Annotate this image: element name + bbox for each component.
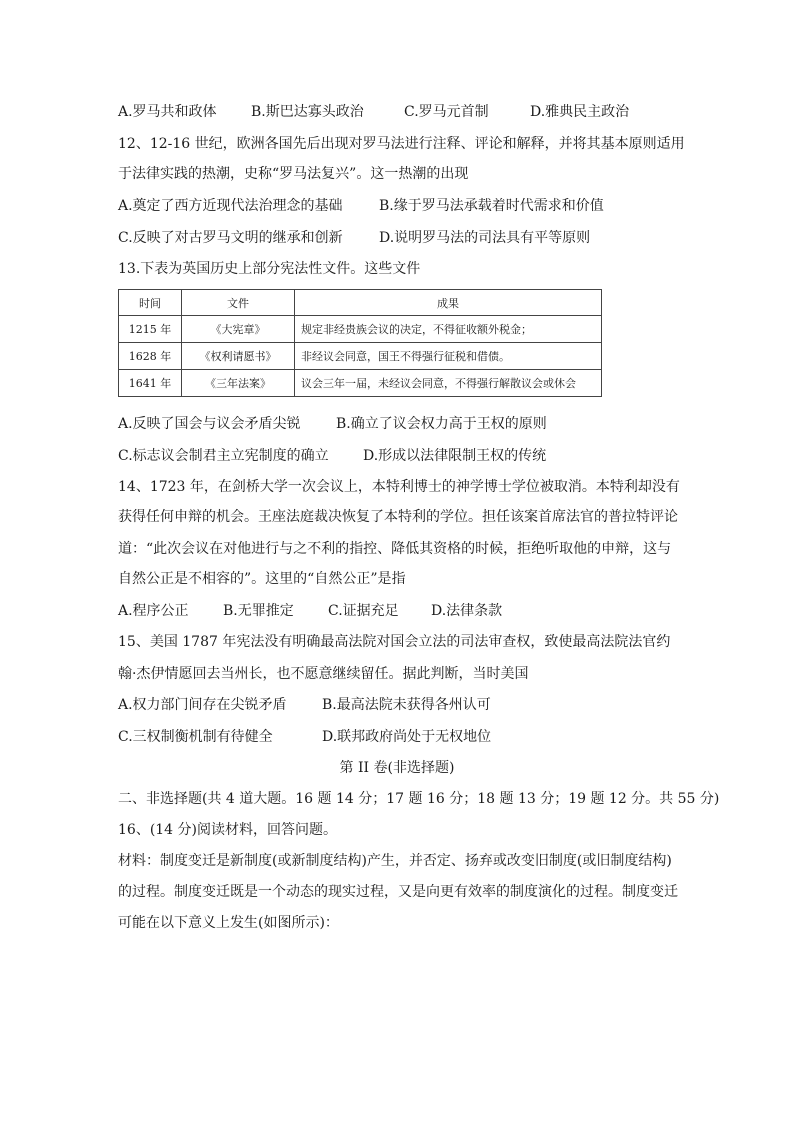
q12-option-a: A.奠定了西方近现代法治理念的基础 [118, 198, 343, 214]
table-cell: 规定非经贵族会议的决定，不得征收额外税金； [295, 316, 602, 343]
q11-option-a: A.罗马共和政体 [118, 104, 217, 120]
q12-option-c: C.反映了对古罗马文明的继承和创新 [118, 230, 343, 246]
table-cell: 1215 年 [119, 316, 182, 343]
q14-option-c: C.证据充足 [328, 603, 399, 619]
q16-material-line1: 材料：制度变迁是新制度(或新制度结构)产生，并否定、扬弃或改变旧制度(或旧制度结构) [118, 853, 672, 869]
q14-option-d: D.法律条款 [431, 603, 503, 619]
q11-option-c: C.罗马元首制 [404, 104, 489, 120]
constitution-table [118, 289, 602, 397]
q14-option-b: B.无罪推定 [223, 603, 294, 619]
table-header: 成果 [295, 290, 602, 316]
q14-stem-line3: 道：“此次会议在对他进行与之不利的指控、降低其资格的时候，拒绝听取他的申辩，这与 [118, 541, 672, 557]
table-cell: 1628 年 [119, 343, 182, 370]
q16-stem: 16、(14 分)阅读材料，回答问题。 [118, 822, 338, 838]
table-header: 时间 [119, 290, 182, 316]
table-cell: 1641 年 [119, 370, 182, 397]
q12-option-b: B.缘于罗马法承载着时代需求和价值 [379, 198, 604, 214]
table-cell: 议会三年一届，未经议会同意，不得强行解散议会或休会 [295, 370, 602, 397]
table-header-row [119, 290, 602, 316]
table-cell: 《权利请愿书》 [182, 343, 295, 370]
q12-stem-line2: 于法律实践的热潮，史称“罗马法复兴”。这一热潮的出现 [118, 166, 469, 182]
q15-option-a: A.权力部门间存在尖锐矛盾 [118, 697, 287, 713]
part2-heading: 二、非选择题(共 4 道大题。16 题 14 分；17 题 16 分；18 题 13 分；19 题 12 分。共 55 分) [118, 791, 720, 807]
q13-stem: 13.下表为英国历史上部分宪法性文件。这些文件 [118, 261, 421, 277]
q15-option-c: C.三权制衡机制有待健全 [118, 729, 273, 745]
q15-option-b: B.最高法院未获得各州认可 [322, 697, 491, 713]
q14-stem-line1: 14、1723 年，在剑桥大学一次会议上，本特利博士的神学博士学位被取消。本特利却没有 [118, 479, 680, 495]
table-cell: 《三年法案》 [182, 370, 295, 397]
q16-material-line2: 的过程。制度变迁既是一个动态的现实过程，又是向更有效率的制度演化的过程。制度变迁 [118, 884, 678, 900]
table-row [119, 370, 602, 397]
q12-stem-line1: 12、12-16 世纪，欧洲各国先后出现对罗马法进行注释、评论和解释，并将其基本原则适用 [118, 136, 685, 152]
q11-option-d: D.雅典民主政治 [530, 104, 630, 120]
q16-material-line3: 可能在以下意义上发生(如图所示)： [118, 915, 339, 931]
table-cell: 非经议会同意，国王不得强行征税和借债。 [295, 343, 602, 370]
q12-option-d: D.说明罗马法的司法具有平等原则 [379, 230, 591, 246]
q15-stem-line2: 翰·杰伊情愿回去当州长，也不愿意继续留任。据此判断，当时美国 [118, 666, 529, 682]
q13-option-a: A.反映了国会与议会矛盾尖锐 [118, 416, 301, 432]
table-header: 文件 [182, 290, 295, 316]
q14-stem-line2: 获得任何申辩的机会。王座法庭裁决恢复了本特利的学位。担任该案首席法官的普拉特评论 [118, 509, 678, 525]
part2-title: 第 II 卷(非选择题) [339, 760, 455, 776]
q13-option-c: C.标志议会制君主立宪制度的确立 [118, 448, 329, 464]
q14-stem-line4: 自然公正是不相容的”。这里的“自然公正”是指 [118, 571, 406, 587]
table-row [119, 343, 602, 370]
q13-option-d: D.形成以法律限制王权的传统 [363, 448, 547, 464]
table-row [119, 316, 602, 343]
q15-option-d: D.联邦政府尚处于无权地位 [322, 729, 492, 745]
q13-option-b: B.确立了议会权力高于王权的原则 [336, 416, 547, 432]
q14-option-a: A.程序公正 [118, 603, 189, 619]
q11-option-b: B.斯巴达寡头政治 [251, 104, 364, 120]
table-cell: 《大宪章》 [182, 316, 295, 343]
q15-stem-line1: 15、美国 1787 年宪法没有明确最高法院对国会立法的司法审查权，致使最高法院法官约 [118, 634, 671, 650]
